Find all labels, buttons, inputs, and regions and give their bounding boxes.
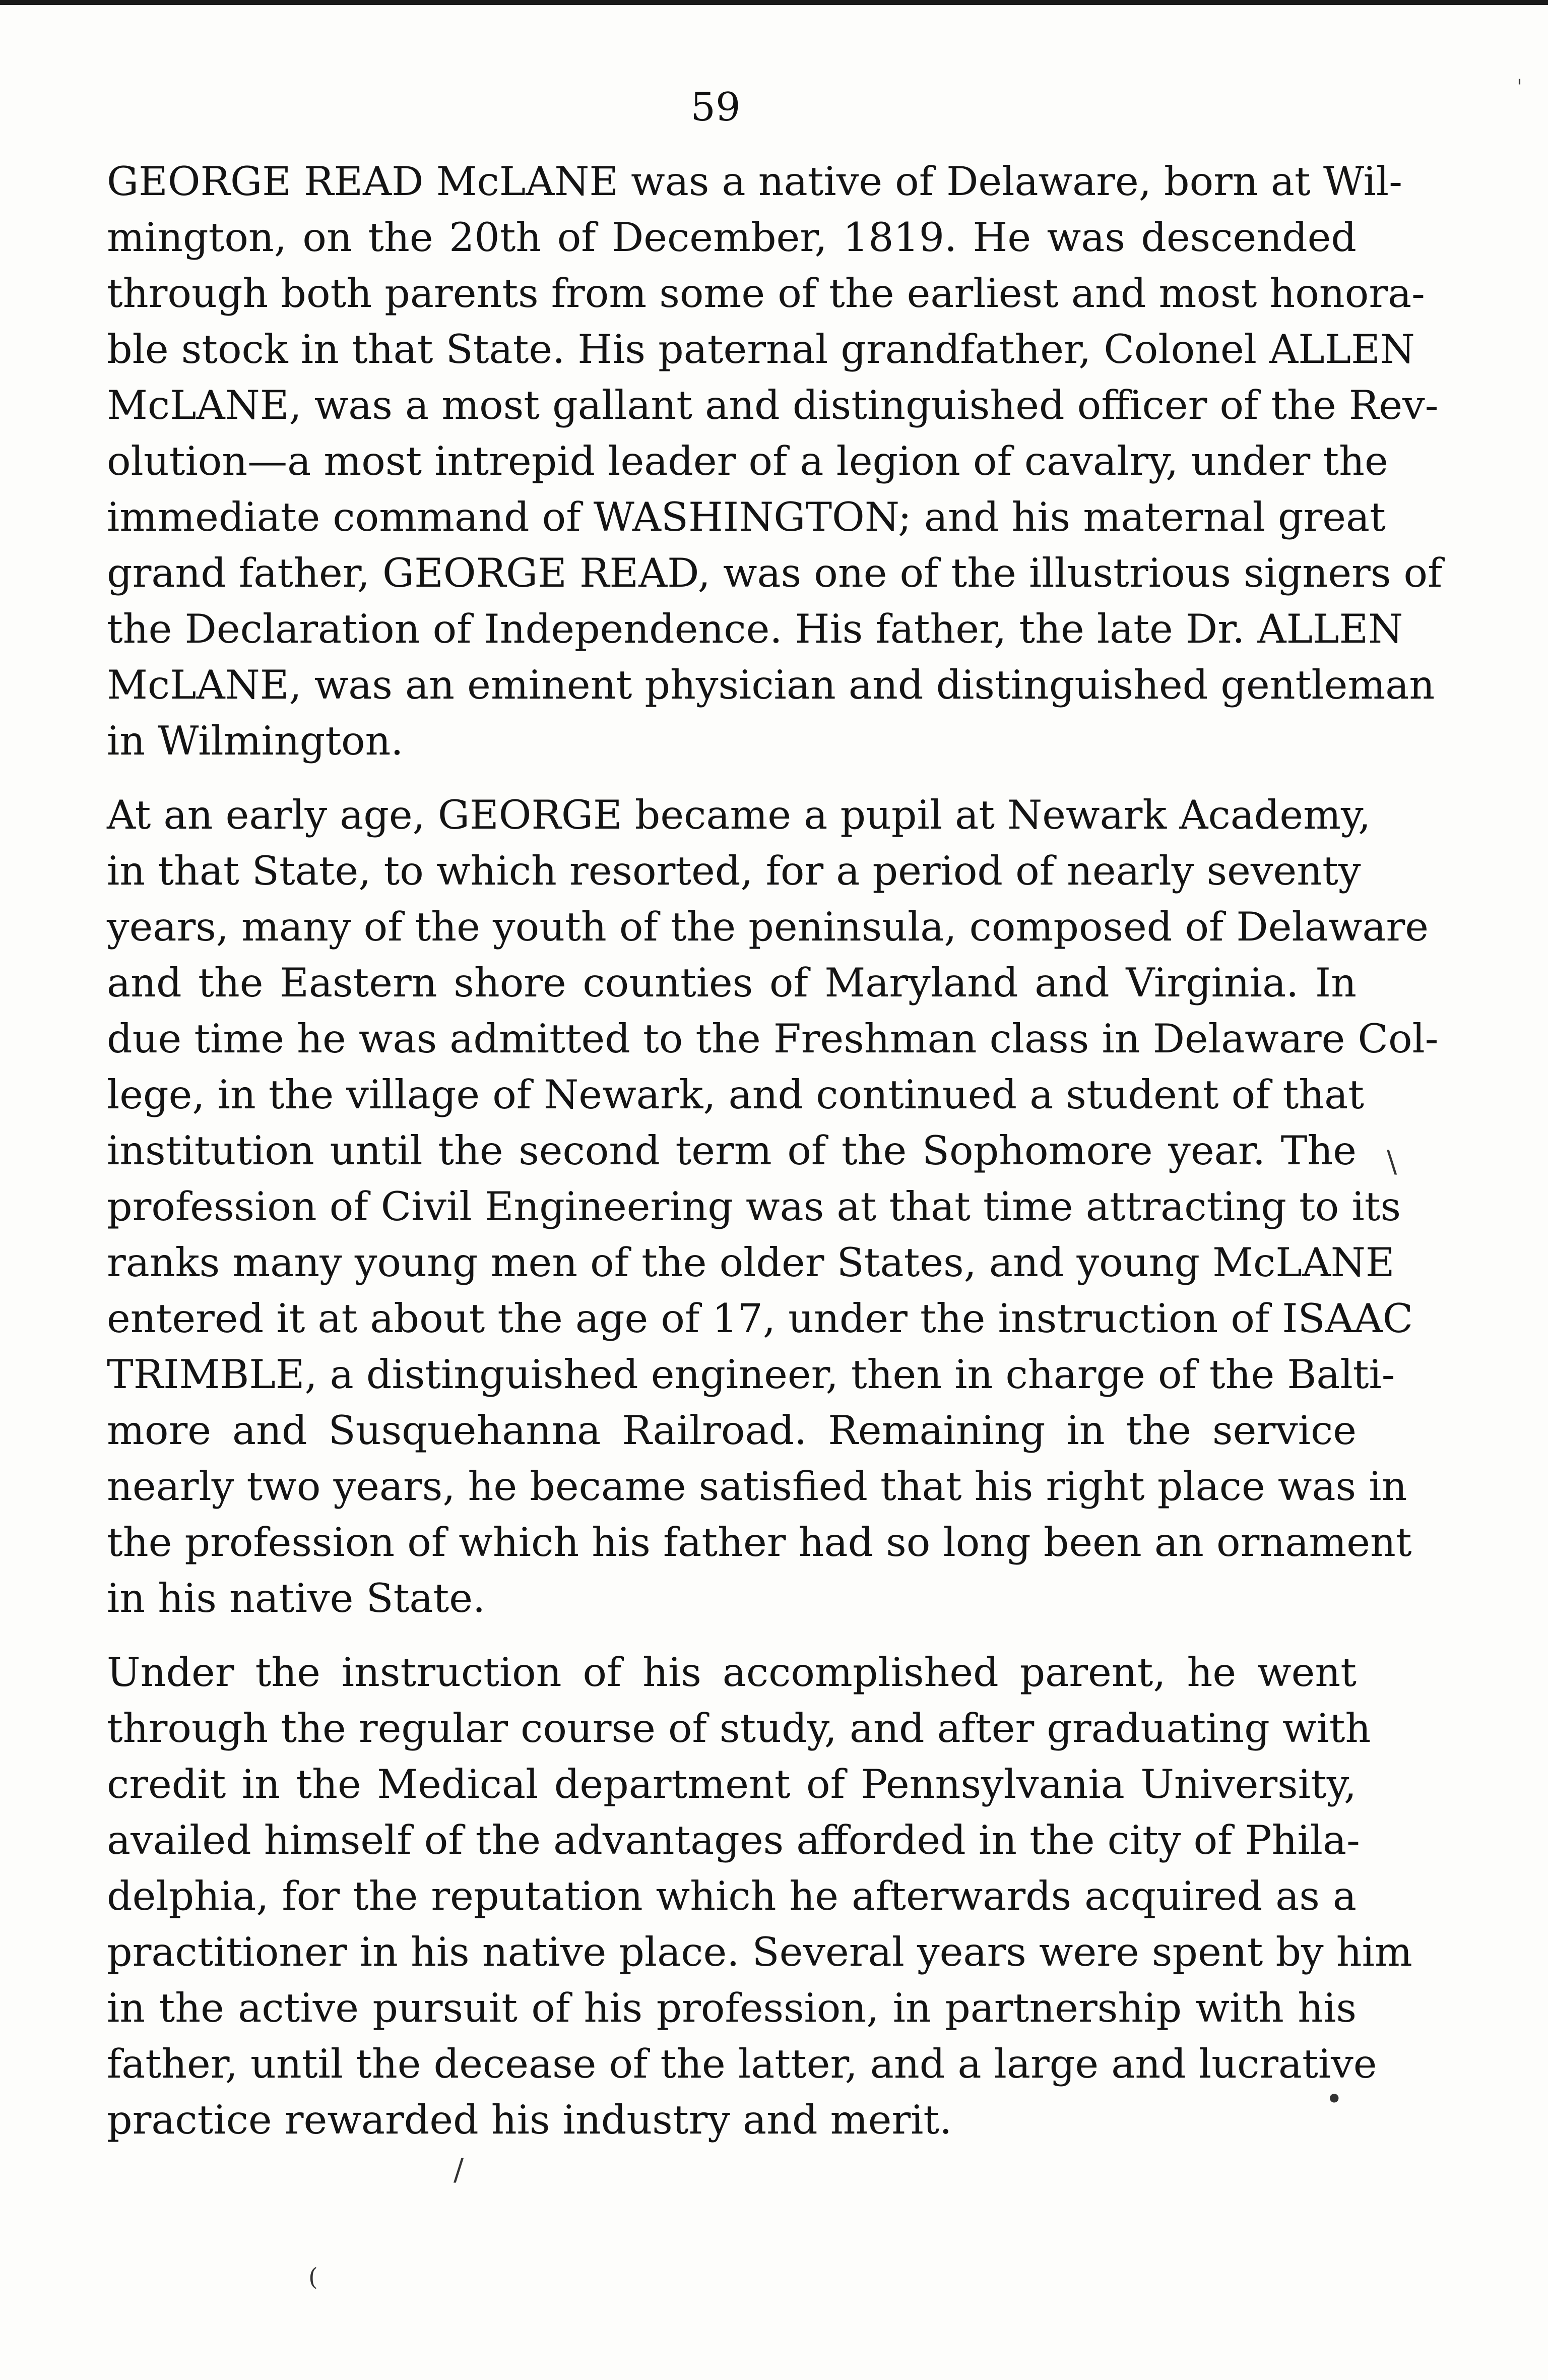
text-line: TRIMBLE, a distinguished engineer, then in charge of the Balti- <box>107 1351 1395 1398</box>
text-line: availed himself of the advantages afforded in the city of Phila- <box>107 1817 1360 1863</box>
text-line: years, many of the youth of the peninsula, composed of Delaware <box>107 904 1429 950</box>
body-text <box>107 154 1443 2148</box>
text-line: McLANE, was an eminent physician and distinguished gentleman <box>107 662 1435 708</box>
scan-speck: • <box>1325 2082 1343 2117</box>
paragraph-gap <box>107 1626 1357 1645</box>
text-line: in the active pursuit of his profession, in partnership with his <box>107 1985 1357 2031</box>
text-line: ble stock in that State. His paternal grandfather, Colonel ALLEN <box>107 326 1415 372</box>
text-line: McLANE, was a most gallant and distinguished officer of the Rev- <box>107 382 1439 428</box>
paragraph-1 <box>107 154 1443 769</box>
text-line: and the Eastern shore counties of Maryland and Virginia. In <box>107 960 1357 1006</box>
scan-speck: \ <box>1387 1144 1397 1179</box>
text-line: in Wilmington. <box>107 718 404 764</box>
text-line: grand father, GEORGE READ, was one of the illustrious signers of <box>107 550 1443 596</box>
text-line: nearly two years, he became satisfied that his right place was in <box>107 1463 1407 1510</box>
text-line: Under the instruction of his accomplished parent, he went <box>107 1649 1357 1696</box>
scan-speck: ' <box>1517 76 1522 99</box>
text-line: the profession of which his father had so long been an ornament <box>107 1519 1412 1565</box>
text-line: through both parents from some of the earliest and most honora- <box>107 270 1425 317</box>
paragraph-3 <box>107 1645 1412 2148</box>
text-line: GEORGE READ McLANE was a native of Delaware, born at Wil- <box>107 158 1402 205</box>
text-line: in his native State. <box>107 1575 486 1621</box>
text-line: At an early age, GEORGE became a pupil at Newark Academy, <box>107 792 1371 838</box>
text-line: entered it at about the age of 17, under the instruction of ISAAC <box>107 1295 1413 1342</box>
text-line: ranks many young men of the older States, and young McLANE <box>107 1239 1395 1286</box>
text-line: credit in the Medical department of Pennsylvania University, <box>107 1761 1357 1807</box>
text-line: olution—a most intrepid leader of a legion of cavalry, under the <box>107 438 1388 484</box>
paragraph-2 <box>107 787 1439 1626</box>
text-line: practice rewarded his industry and merit. <box>107 2097 952 2143</box>
text-line: the Declaration of Independence. His father, the late Dr. ALLEN <box>107 606 1403 652</box>
paragraph-gap <box>107 769 1357 787</box>
text-line: due time he was admitted to the Freshman class in Delaware Col- <box>107 1016 1439 1062</box>
text-line: father, until the decease of the latter, and a large and lucrative <box>107 2041 1377 2087</box>
text-line: lege, in the village of Newark, and continued a student of that <box>107 1072 1365 1118</box>
text-line: institution until the second term of the Sophomore year. The <box>107 1128 1357 1174</box>
text-line: delphia, for the reputation which he afterwards acquired as a <box>107 1873 1357 1919</box>
text-line: immediate command of WASHINGTON; and his maternal great <box>107 494 1386 540</box>
text-line: in that State, to which resorted, for a period of nearly seventy <box>107 848 1361 894</box>
text-line: mington, on the 20th of December, 1819. He was descended <box>107 214 1357 261</box>
text-line: profession of Civil Engineering was at that time attracting to its <box>107 1183 1401 1230</box>
text-line: more and Susquehanna Railroad. Remaining in the service <box>107 1407 1357 1454</box>
page-number: 59 <box>690 85 741 130</box>
scan-speck: / <box>454 2152 464 2187</box>
text-line: practitioner in his native place. Several years were spent by him <box>107 1929 1412 1975</box>
scan-speck: ( <box>308 2263 318 2291</box>
top-edge-rule <box>0 0 1548 5</box>
text-line: through the regular course of study, and after graduating with <box>107 1705 1371 1751</box>
